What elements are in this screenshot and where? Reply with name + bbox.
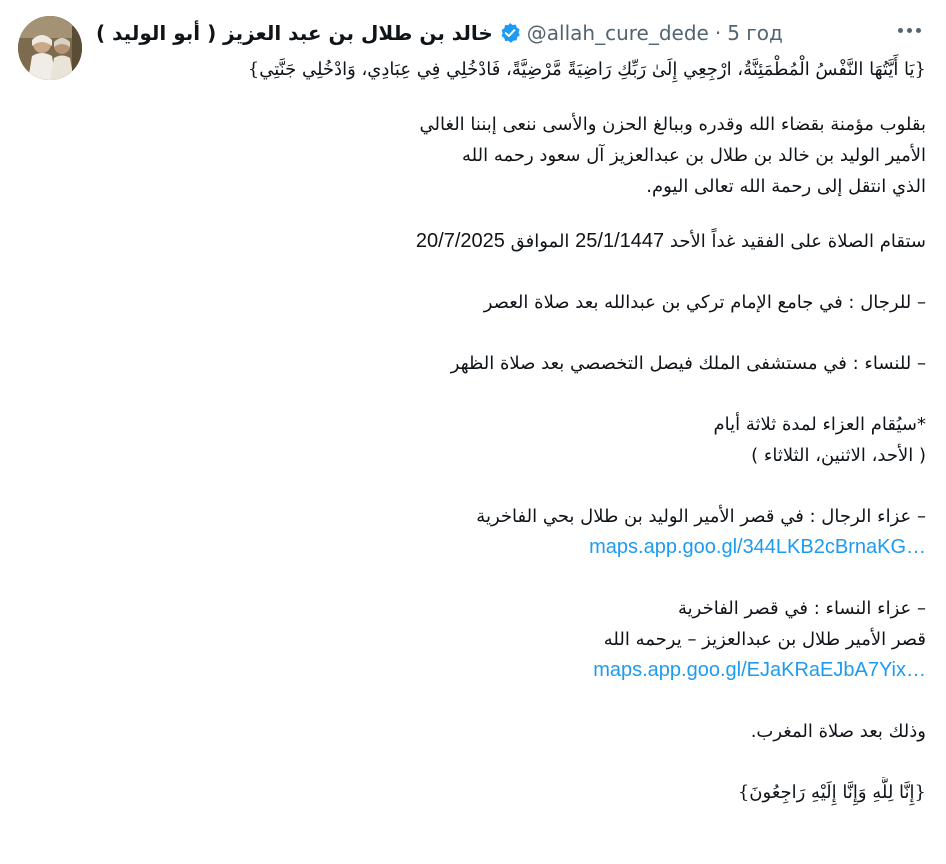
text-line-verse-closing: {إِنَّا لِلَّهِ وَإِنَّا إِلَيْهِ رَاجِعُونَ} <box>737 782 926 803</box>
text-line: الأمير الوليد بن خالد بن طلال بن عبدالعزيز آل سعود رحمه الله <box>462 145 926 166</box>
text-line: وذلك بعد صلاة المغرب. <box>750 721 926 742</box>
avatar-photo <box>18 16 82 80</box>
post-time[interactable]: 5 год <box>727 21 783 45</box>
tweet-header <box>96 16 783 50</box>
text-line: – عزاء النساء : في قصر الفاخرية <box>677 598 926 619</box>
text-line: – للرجال : في جامع الإمام تركي بن عبدالله بعد صلاة العصر <box>483 292 926 313</box>
tweet-text <box>96 54 926 808</box>
map-link-1-row <box>96 532 926 563</box>
spacer <box>96 202 926 226</box>
text-line: الذي انتقل إلى رحمة الله تعالى اليوم. <box>646 176 926 197</box>
author-name[interactable]: خالد بن طلال بن عبد العزيز ( أبو الوليد ) <box>96 21 493 45</box>
spacer <box>96 686 926 716</box>
text-line: – للنساء : في مستشفى الملك فيصل التخصصي بعد صلاة الظهر <box>450 353 926 374</box>
spacer <box>96 747 926 777</box>
text-line: قصر الأمير طلال بن عبدالعزيز – يرحمه الله <box>603 629 926 650</box>
map-link-men[interactable]: maps.app.goo.gl/344LKB2cBrnaKG… <box>589 536 926 558</box>
map-link-2-row <box>96 655 926 686</box>
avatar[interactable] <box>18 16 82 80</box>
spacer <box>96 257 926 287</box>
text-line: *سيُقام العزاء لمدة ثلاثة أيام <box>713 414 926 435</box>
spacer <box>96 318 926 348</box>
author-handle[interactable]: @allah_cure_dede <box>526 21 709 45</box>
text-line: – عزاء الرجال : في قصر الأمير الوليد بن طلال بحي الفاخرية <box>476 506 926 527</box>
header-separator: · <box>714 21 722 45</box>
text-line: ( الأحد، الاثنين، الثلاثاء ) <box>751 445 926 466</box>
verified-badge-icon <box>499 22 521 44</box>
map-link-women[interactable]: maps.app.goo.gl/EJaKRaEJbA7Yix… <box>593 659 926 681</box>
spacer <box>96 85 926 109</box>
text-line: بقلوب مؤمنة بقضاء الله وقدره وببالغ الحزن والأسى ننعى إبننا الغالي <box>419 114 926 135</box>
spacer <box>96 379 926 409</box>
prayer-date-line: ستقام الصلاة على الفقيد غداً الأحد 25/1/1447 الموافق 20/7/2025 <box>415 230 926 252</box>
more-options-icon[interactable] <box>894 18 924 42</box>
text-line-verse: {يَا أَيَّتُهَا النَّفْسُ الْمُطْمَئِنَّةُ، ارْجِعِي إِلَىٰ رَبِّكِ رَاضِيَةً مَّرْضِيَّةً، فَادْخُلِي فِي عِبَادِي، وَادْخُلِي جَنَّتِي} <box>247 59 926 80</box>
spacer <box>96 471 926 501</box>
spacer <box>96 563 926 593</box>
